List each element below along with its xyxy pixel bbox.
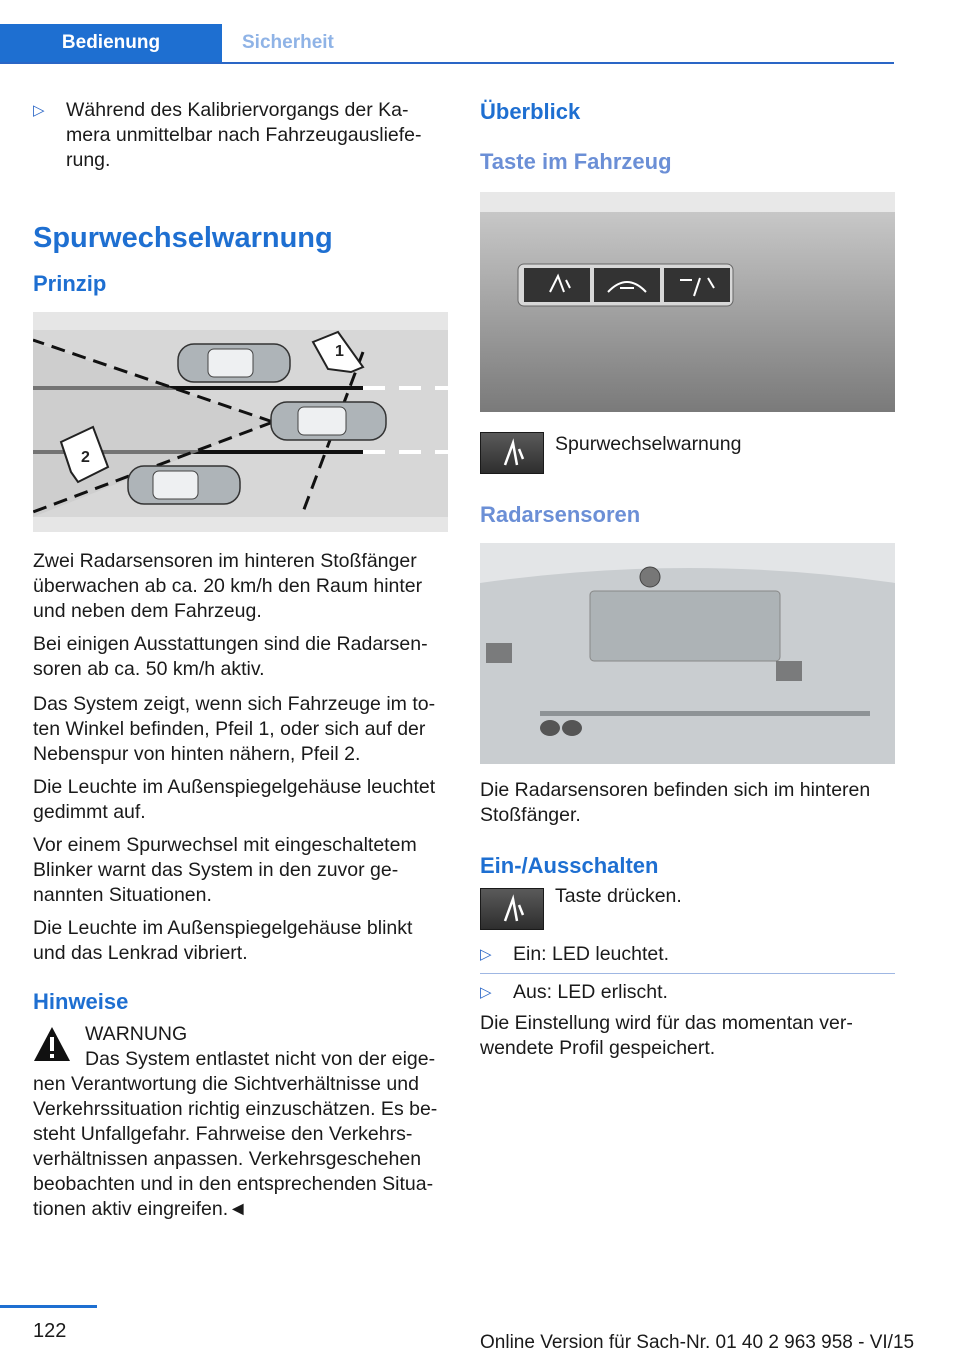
warning-label: WARNUNG: [85, 1023, 188, 1045]
lane-change-button-icon: [480, 432, 544, 474]
onoff-title: Ein-/Ausschalten: [480, 853, 659, 878]
arrow-label-1: 1: [335, 343, 344, 360]
paragraph: Bei einigen Ausstattungen sind die Radarsen-soren ab ca. 50 km/h aktiv.: [33, 633, 428, 680]
bullet-text: Während des Kalibriervorgangs der Ka- mera unmittelbar nach Fahrzeugausliefe- rung.: [66, 99, 422, 171]
radar-title: Radarsensoren: [480, 502, 641, 527]
arrow-label-2: 2: [81, 449, 90, 466]
tab-sicherheit[interactable]: Sicherheit: [242, 32, 334, 53]
paragraph: Die Leuchte im Außenspiegelgehäuse blinkt und das Lenkrad vibriert.: [33, 917, 413, 964]
header-tabs: [0, 24, 894, 64]
lane-change-button-icon: [480, 888, 544, 930]
section-title: Spurwechselwarnung: [33, 222, 333, 254]
button-title: Taste im Fahrzeug: [480, 149, 672, 174]
paragraph: Das System zeigt, wenn sich Fahrzeuge im to-ten Winkel befinden, Pfeil 1, oder sich auf der Nebenspur von hinten nähern, Pfeil 2.: [33, 693, 436, 765]
lane-change-figure: [33, 312, 448, 532]
online-version: Online Version für Sach-Nr. 01 40 2 963 958 - VI/15: [480, 1332, 915, 1353]
notes-title: Hinweise: [33, 989, 129, 1014]
page-number: 122: [33, 1320, 67, 1342]
paragraph: Die Leuchte im Außenspiegelgehäuse leuchtet gedimmt auf.: [33, 776, 436, 823]
warning-text: Das System entlastet nicht von der eige-nen Verantwortung die Sichtverhältnisse und Verkehrssituation richtig einzuschätzen. Es be-steht Unfallgefahr. Fahrweise den Verkehrs-verhältnissen anpassen. Verkehrsgeschehen beobachten und in den entsprechenden Situa-tionen aktiv eingreifen.◄: [33, 1048, 438, 1220]
warning-triangle-icon: [33, 1026, 71, 1062]
bullet-triangle-icon: ▷: [33, 102, 45, 119]
principle-title: Prinzip: [33, 271, 107, 296]
car-icon: [128, 466, 240, 504]
paragraph: Vor einem Spurwechsel mit eingeschaltetem Blinker warnt das System in den zuvor ge-nannten Situationen.: [33, 834, 417, 906]
bullet-item: [33, 98, 448, 173]
button-legend: [480, 432, 895, 474]
divider: [480, 973, 895, 974]
radar-caption: Die Radarsensoren befinden sich im hinteren Stoßfänger.: [480, 779, 871, 826]
footer-accent-line: [0, 1305, 97, 1308]
bullet-triangle-icon: ▷: [480, 946, 492, 963]
press-button-text: Taste drücken.: [555, 885, 682, 907]
bullet-item: [480, 942, 895, 967]
bullet-text: Aus: LED erlischt.: [513, 981, 668, 1003]
button-caption: Spurwechselwarnung: [555, 433, 742, 455]
press-button-row: [480, 884, 895, 926]
car-icon: [271, 402, 386, 440]
bullet-item: [480, 980, 895, 1005]
overview-title: Überblick: [480, 99, 581, 124]
paragraph: Zwei Radarsensoren im hinteren Stoßfänger überwachen ab ca. 20 km/h den Raum hinter und neben dem Fahrzeug.: [33, 550, 423, 622]
tab-bedienung[interactable]: Bedienung: [0, 24, 222, 62]
radar-sensor-photo: [480, 543, 895, 764]
warning-block: [33, 1022, 448, 1047]
right-column: [480, 98, 895, 1061]
left-column: [33, 98, 448, 1222]
bullet-text: Ein: LED leuchtet.: [513, 943, 670, 965]
bullet-triangle-icon: ▷: [480, 984, 492, 1001]
vehicle-button-photo: [480, 192, 895, 412]
profile-note: Die Einstellung wird für das momentan ver-wendete Profil gespeichert.: [480, 1012, 853, 1059]
car-icon: [178, 344, 290, 382]
